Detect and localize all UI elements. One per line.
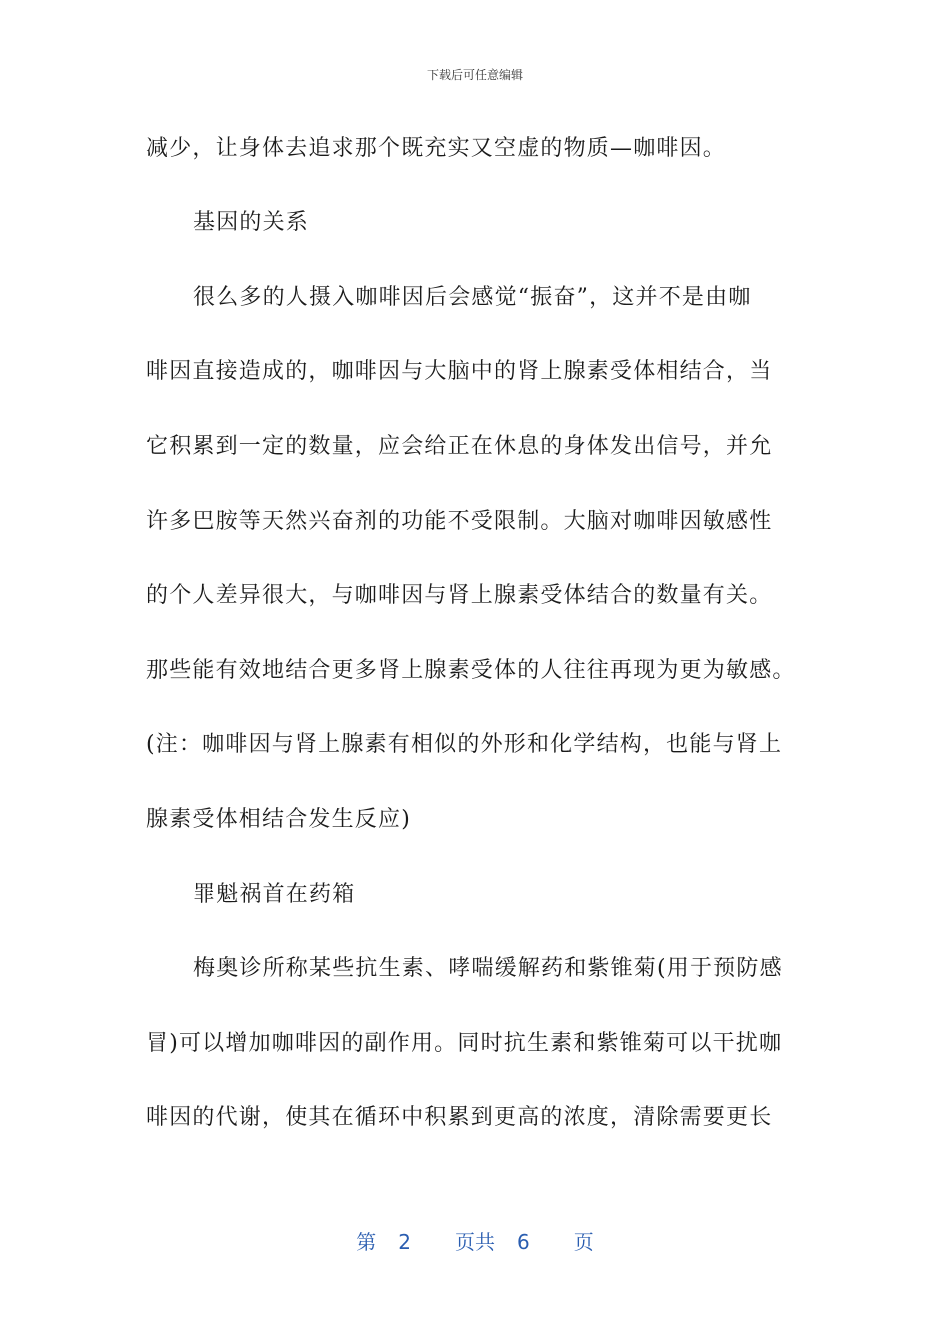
body-line: 很么多的人摄入咖啡因后会感觉“振奋”，这并不是由咖 xyxy=(193,285,752,310)
body-line: 的个人差异很大，与咖啡因与肾上腺素受体结合的数量有关。 xyxy=(146,583,773,608)
body-line: 啡因直接造成的，咖啡因与大脑中的肾上腺素受体相结合，当 xyxy=(146,359,773,384)
current-page-number: 2 xyxy=(398,1230,411,1254)
body-line: 那些能有效地结合更多肾上腺素受体的人往往再现为更为敏感。 xyxy=(146,658,796,683)
footer-prefix: 第 xyxy=(356,1230,377,1254)
section-heading: 罪魁祸首在药箱 xyxy=(193,882,356,907)
body-line: 许多巴胺等天然兴奋剂的功能不受限制。大脑对咖啡因敏感性 xyxy=(146,509,773,534)
body-line: 减少，让身体去追求那个既充实又空虚的物质—咖啡因。 xyxy=(146,136,727,161)
footer-suffix: 页 xyxy=(573,1230,594,1254)
footer-mid: 页共 xyxy=(455,1230,495,1254)
body-line: 腺素受体相结合发生反应) xyxy=(146,807,411,832)
body-line: 梅奥诊所称某些抗生素、哮喘缓解药和紫锥菊(用于预防感 xyxy=(193,956,783,981)
body-line: 冒)可以增加咖啡因的副作用。同时抗生素和紫锥菊可以干扰咖 xyxy=(146,1031,783,1056)
body-line: 它积累到一定的数量，应会给正在休息的身体发出信号，并允 xyxy=(146,434,773,459)
page-header-note: 下载后可任意编辑 xyxy=(426,68,523,82)
page-number-footer xyxy=(0,1226,950,1255)
section-heading: 基因的关系 xyxy=(193,210,310,235)
body-line: (注：咖啡因与肾上腺素有相似的外形和化学结构，也能与肾上 xyxy=(146,732,783,757)
body-line: 啡因的代谢，使其在循环中积累到更高的浓度，清除需要更长 xyxy=(146,1105,773,1130)
total-page-number: 6 xyxy=(517,1230,530,1254)
